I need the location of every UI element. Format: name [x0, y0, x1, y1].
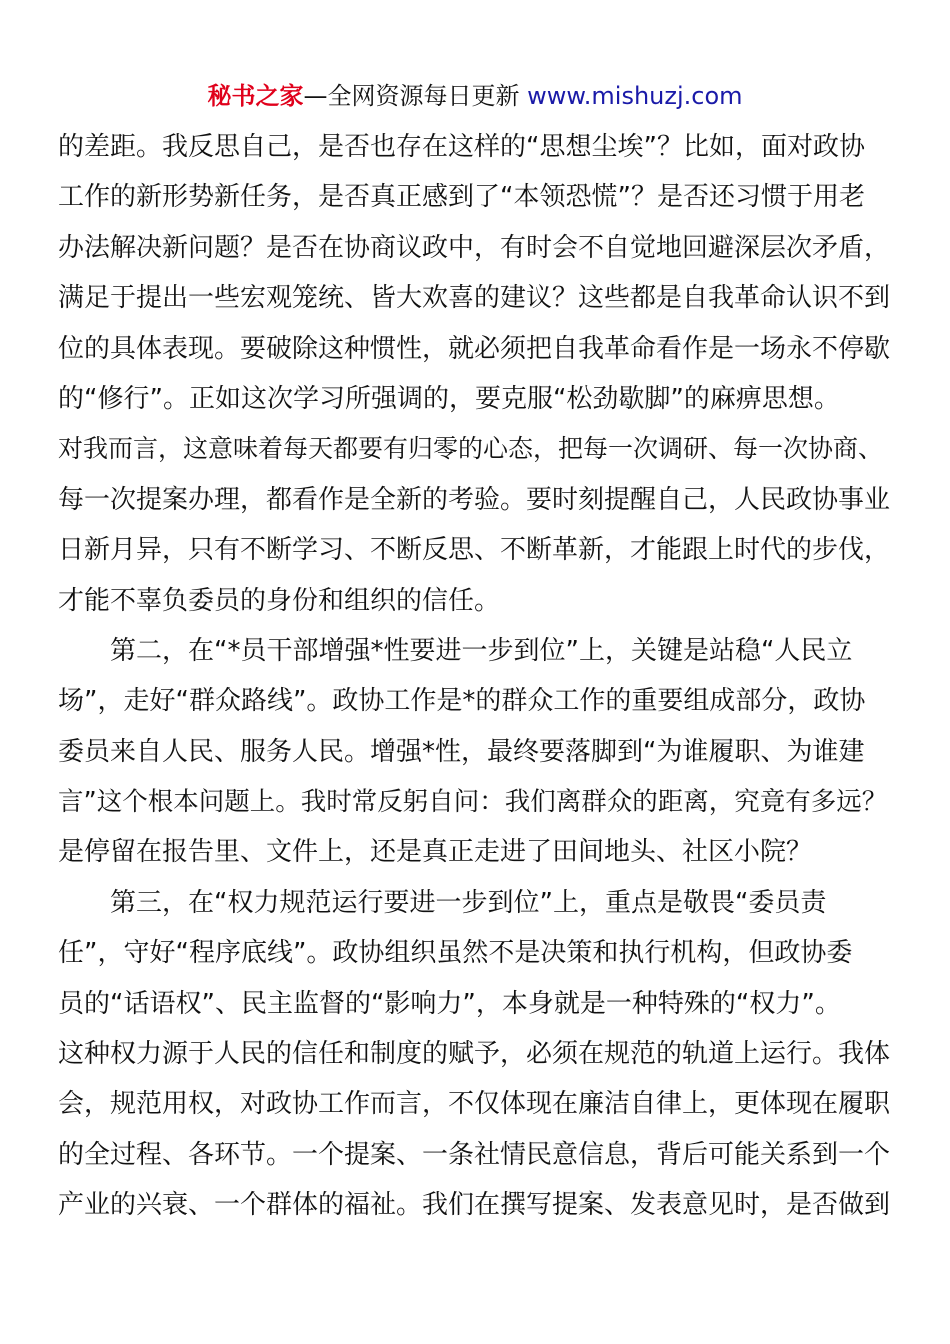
page-header [0, 80, 950, 112]
document-body [58, 122, 898, 1231]
text-line: 是停留在报告里、文件上，还是真正走进了田间地头、社区小院？ [58, 837, 813, 868]
paragraph-start-line: 第三，在“权力规范运行要进一步到位”上，重点是敬畏“委员责 [58, 887, 827, 918]
text-line: 工作的新形势新任务，是否真正感到了“本领恐慌”？是否还习惯于用老 [58, 182, 865, 213]
text-line: 的差距。我反思自己，是否也存在这样的“思想尘埃”？比如，面对政协 [58, 132, 865, 162]
brand-name: 秘书之家 [207, 82, 304, 110]
paragraph-start-line: 第二，在“*员干部增强*性要进一步到位”上，关键是站稳“人民立 [58, 635, 853, 666]
text-line: 每一次提案办理，都看作是全新的考验。要时刻提醒自己，人民政协事业 [58, 484, 891, 515]
text-line: 才能不辜负委员的身份和组织的信任。 [58, 585, 501, 616]
text-line: 位的具体表现。要破除这种惯性，就必须把自我革命看作是一场永不停歇 [58, 333, 891, 364]
text-line: 办法解决新问题？是否在协商议政中，有时会不自觉地回避深层次矛盾， [58, 232, 891, 263]
text-line: 这种权力源于人民的信任和制度的赋予，必须在规范的轨道上运行。我体 [58, 1039, 891, 1070]
site-url-link[interactable]: www.mishuzj.com [527, 82, 743, 110]
text-line: 日新月异，只有不断学习、不断反思、不断革新，才能跟上时代的步伐， [58, 535, 891, 566]
text-line: 的全过程、各环节。一个提案、一条社情民意信息，背后可能关系到一个 [58, 1139, 891, 1170]
header-tagline: —全网资源每日更新 [303, 82, 528, 110]
text-line: 任”，守好“程序底线”。政协组织虽然不是决策和执行机构，但政协委 [58, 938, 853, 969]
text-line: 的“修行”。正如这次学习所强调的，要克服“松劲歇脚”的麻痹思想。 [58, 383, 840, 414]
text-line: 产业的兴衰、一个群体的福祉。我们在撰写提案、发表意见时，是否做到 [58, 1190, 891, 1221]
text-line: 满足于提出一些宏观笼统、皆大欢喜的建议？这些都是自我革命认识不到 [58, 283, 891, 314]
text-line: 会，规范用权，对政协工作而言，不仅体现在廉洁自律上，更体现在履职 [58, 1089, 891, 1120]
text-line: 委员来自人民、服务人民。增强*性，最终要落脚到“为谁履职、为谁建 [58, 736, 865, 767]
text-line: 言”这个根本问题上。我时常反躬自问：我们离群众的距离，究竟有多远？ [58, 787, 888, 818]
text-line: 员的“话语权”、民主监督的“影响力”，本身就是一种特殊的“权力”。 [58, 988, 841, 1019]
text-line: 场”，走好“群众路线”。政协工作是*的群众工作的重要组成部分，政协 [58, 686, 866, 717]
text-line: 对我而言，这意味着每天都要有归零的心态，把每一次调研、每一次协商、 [58, 434, 884, 464]
